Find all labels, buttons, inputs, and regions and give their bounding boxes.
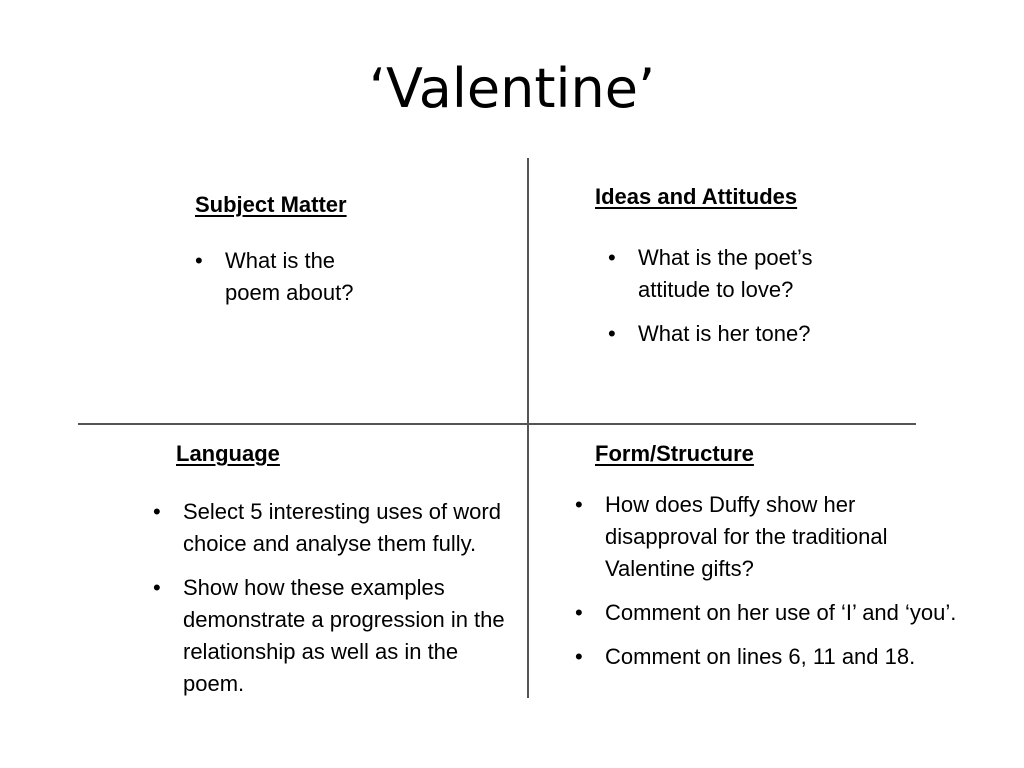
bullet-icon: • <box>153 575 161 600</box>
bullet-icon: • <box>608 321 616 346</box>
bullet-icon: • <box>575 492 583 517</box>
list-item <box>608 318 878 350</box>
form-structure-list <box>575 489 965 673</box>
bullet-icon: • <box>575 644 583 669</box>
list-item <box>575 597 965 629</box>
language-list <box>153 496 523 700</box>
subject-matter-list <box>195 245 395 309</box>
bullet-icon: • <box>153 499 161 524</box>
bullet-icon: • <box>195 248 203 273</box>
slide-title: ‘Valentine’ <box>368 57 656 120</box>
bullet-icon: • <box>608 245 616 270</box>
bullet-icon: • <box>575 600 583 625</box>
list-item <box>575 641 965 673</box>
form-structure-item-2: Comment on her use of ‘I’ and ‘you’. <box>605 600 957 625</box>
language-item-2: Show how these examples demonstrate a progression in the relationship as well as in the poem. <box>183 575 505 696</box>
ideas-attitudes-list <box>608 242 878 350</box>
form-structure-item-1: How does Duffy show her disapproval for the traditional Valentine gifts? <box>605 492 888 581</box>
ideas-attitudes-item-2: What is her tone? <box>638 321 811 346</box>
subject-matter-item-1: What is the poem about? <box>225 248 354 305</box>
ideas-attitudes-item-1: What is the poet’s attitude to love? <box>638 245 813 302</box>
list-item <box>575 489 965 585</box>
ideas-attitudes-heading: Ideas and Attitudes <box>595 184 798 209</box>
form-structure-item-3: Comment on lines 6, 11 and 18. <box>605 644 916 669</box>
subject-matter-heading: Subject Matter <box>195 192 347 217</box>
list-item <box>153 496 523 560</box>
list-item <box>153 572 523 700</box>
language-item-1: Select 5 interesting uses of word choice and analyse them fully. <box>183 499 501 556</box>
form-structure-heading: Form/Structure <box>595 441 754 466</box>
vertical-divider <box>527 158 529 698</box>
list-item <box>195 245 395 309</box>
list-item <box>608 242 878 306</box>
horizontal-divider <box>78 423 916 425</box>
language-heading: Language <box>176 441 280 466</box>
